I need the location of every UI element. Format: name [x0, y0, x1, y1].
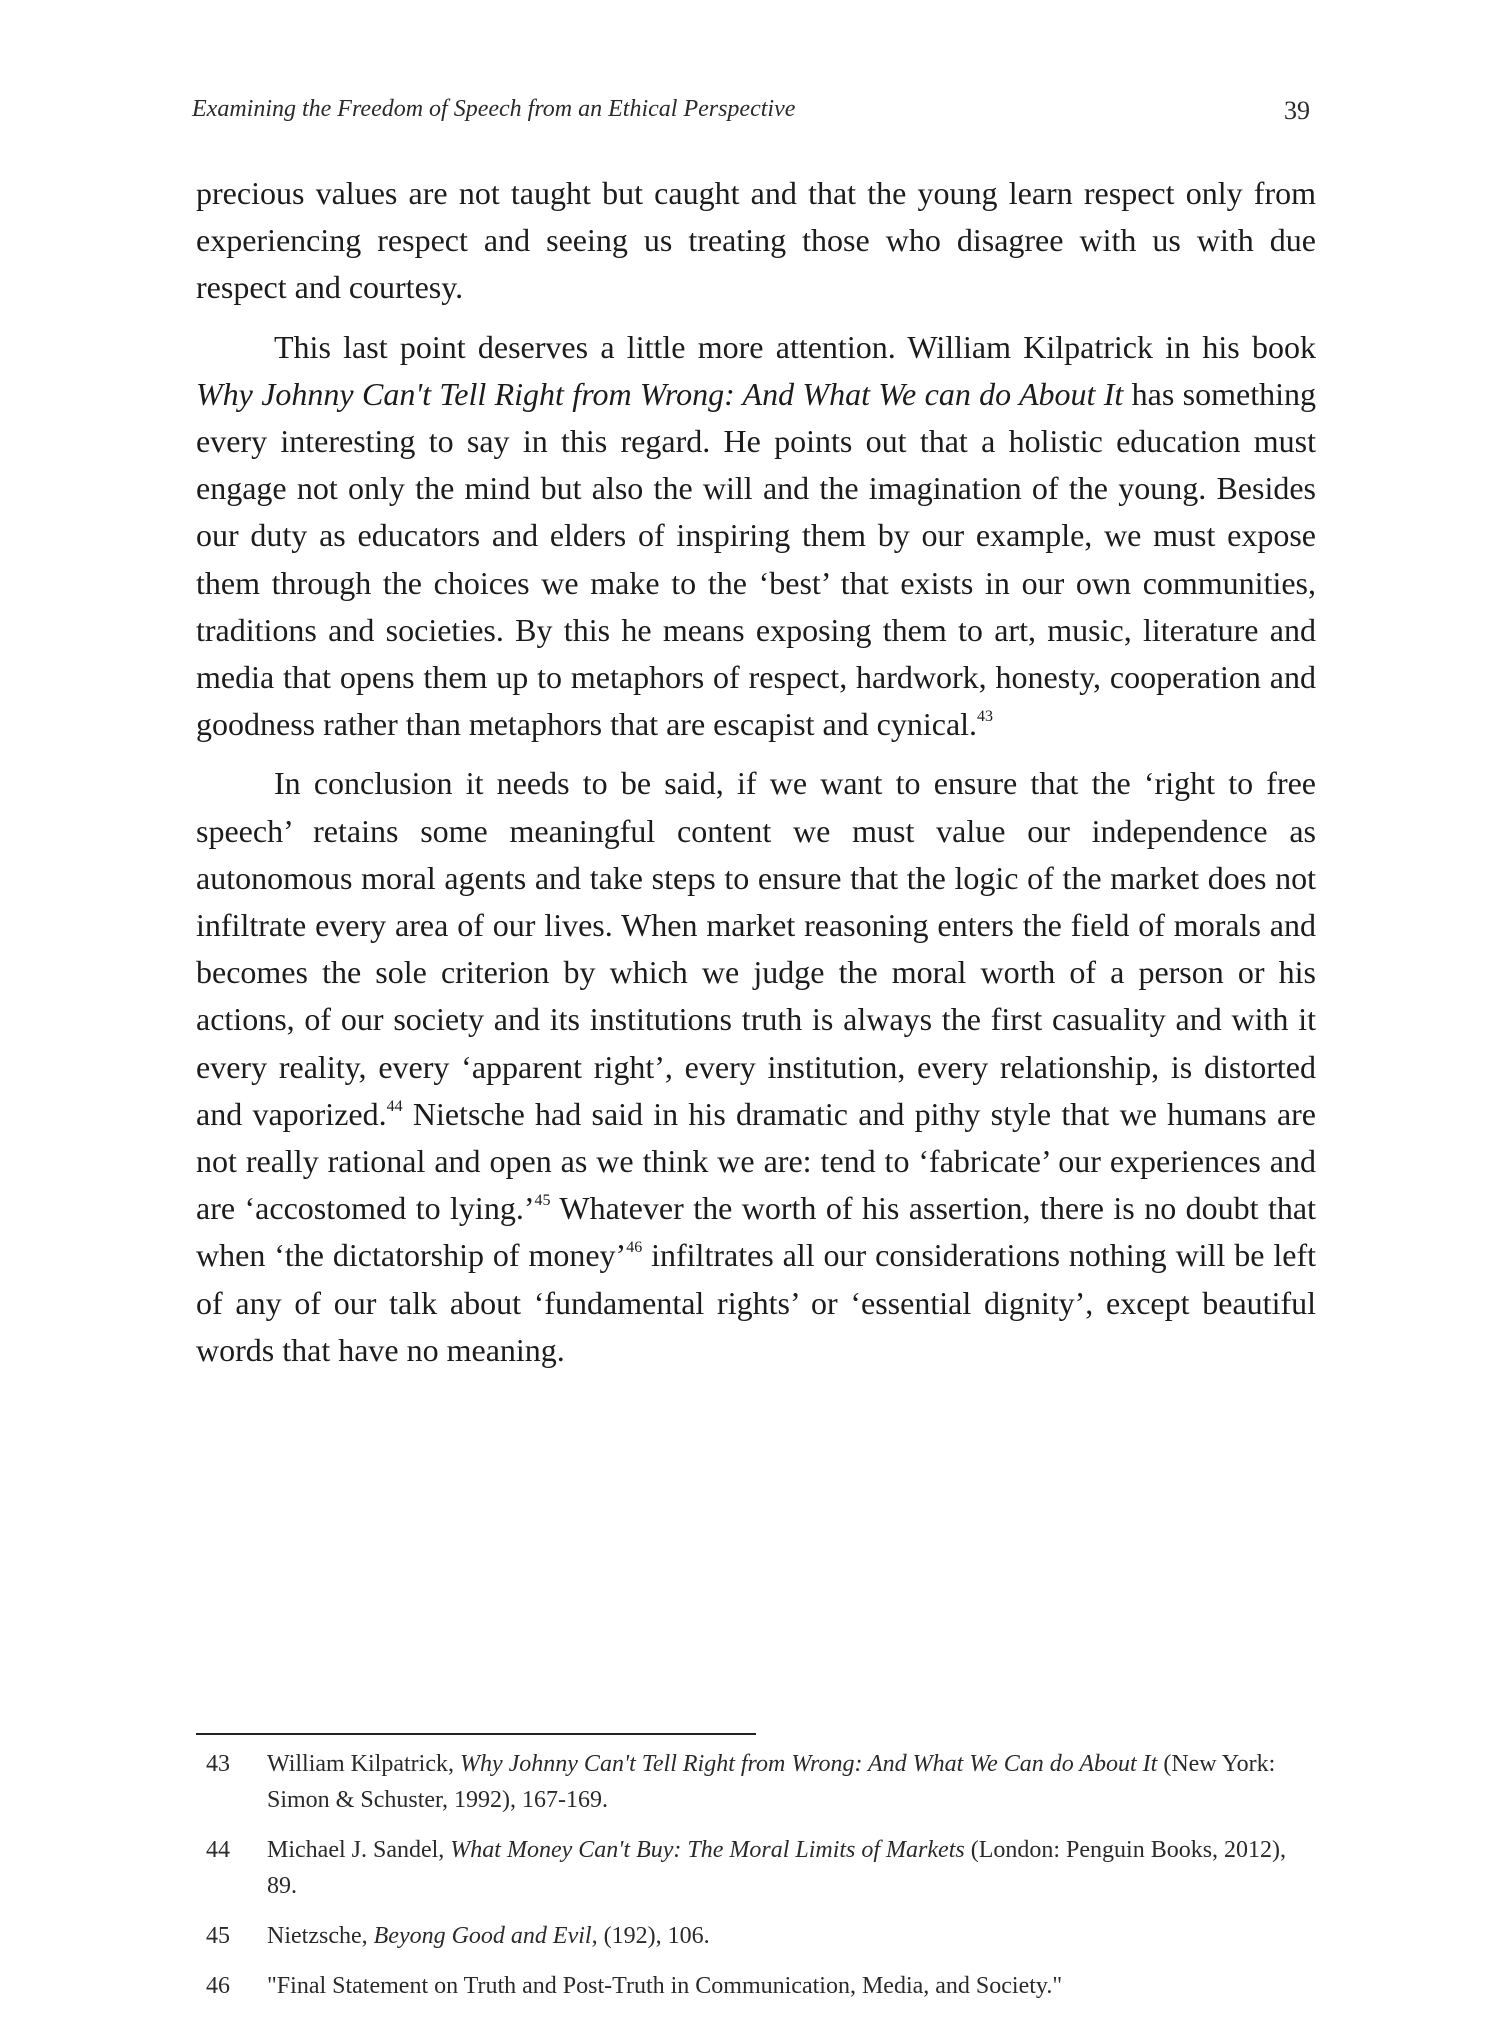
paragraph-3-text-a: In conclusion it needs to be said, if we want to ensure that the ‘right to free speech’ retains some meaningful content we must value our independence as autonomous moral agents and take steps to ensure that the logic of the market does not infiltrate every area of our lives. When market reasoning enters the field of morals and becomes the sole criterion by which we judge the moral worth of a person or his actions, of our society and its institutions truth is always the first casuality and with it every reality, every ‘apparent right’, every institution, every relationship, is distorted and vaporized. — [196, 765, 1316, 1132]
book-title-italic: Why Johnny Can't Tell Right from Wrong: And What We can do About It — [196, 375, 1124, 412]
paragraph-3 — [196, 760, 1316, 1374]
footnote-number: 45 — [206, 1923, 230, 1949]
footnote-45 — [196, 1918, 1316, 1954]
footnote-title: Why Johnny Can't Tell Right from Wrong: And What We Can do About It — [459, 1751, 1158, 1777]
paragraph-3-text-c: Whatever the worth of his assertion, there is no doubt that when ‘the dictatorship of money’ — [196, 1190, 1317, 1274]
footnote-ref-46: 46 — [626, 1239, 643, 1257]
footnote-44 — [196, 1832, 1316, 1904]
footnote-divider — [196, 1733, 756, 1735]
footnote-text: William Kilpatrick, — [267, 1751, 460, 1777]
footnote-number: 43 — [206, 1751, 230, 1777]
footnote-text: Michael J. Sandel, — [267, 1837, 451, 1863]
footnote-ref-45: 45 — [534, 1192, 551, 1210]
footnotes — [196, 1746, 1316, 2018]
running-head-title: Examining the Freedom of Speech from an Ethical Perspective — [192, 96, 796, 122]
running-head — [192, 96, 1310, 130]
paragraph-2-text-a: This last point deserves a little more attention. William Kilpatrick in his book — [274, 328, 1316, 365]
paragraph-2 — [196, 324, 1316, 749]
paragraph-1 — [196, 170, 1316, 312]
paragraph-3-text-d: infiltrates all our considerations nothing will be left of any of our talk about ‘fundamental rights’ or ‘essential dignity’, except beautiful words that have no meaning. — [196, 1237, 1317, 1368]
footnote-46 — [196, 1968, 1316, 2004]
paragraph-2-text-b: has something every interesting to say in this regard. He points out that a holistic education must engage not only the mind but also the will and the imagination of the young. Besides our duty as educators and elders of inspiring them by our example, we must expose them through the choices we make to the ‘best’ that exists in our own communities, traditions and societies. By this he means exposing them to art, music, literature and media that opens them up to metaphors of respect, hardwork, honesty, cooperation and goodness rather than metaphors that are escapist and cynical. — [196, 375, 1317, 743]
footnote-number: 44 — [206, 1837, 230, 1863]
footnote-text: Nietzsche, — [267, 1923, 374, 1949]
paragraph-3-text-b: Nietsche had said in his dramatic and pithy style that we humans are not really rational and open as we think we are: tend to ‘fabricate’ our experiences and are ‘accostomed to lying.’ — [196, 1095, 1317, 1227]
footnote-number: 46 — [206, 1973, 230, 1999]
footnote-ref-44: 44 — [386, 1097, 403, 1115]
footnote-text: "Final Statement on Truth and Post-Truth in Communication, Media, and Society." — [267, 1973, 1063, 1999]
footnote-ref-43: 43 — [977, 708, 994, 726]
footnote-text: (London: Penguin Books, 2012), 89. — [267, 1837, 1287, 1899]
body-text — [196, 170, 1316, 1386]
footnote-title: Beyong Good and Evil, — [373, 1923, 598, 1949]
footnote-43 — [196, 1746, 1316, 1818]
footnote-text: (New York: Simon & Schuster, 1992), 167-169. — [267, 1751, 1276, 1813]
footnote-title: What Money Can't Buy: The Moral Limits of Markets — [450, 1837, 965, 1863]
page-number: 39 — [1284, 96, 1310, 125]
footnote-text: (192), 106. — [597, 1923, 710, 1949]
paragraph-1-text: precious values are not taught but caught and that the young learn respect only from experiencing respect and seeing us treating those who disagree with us with due respect and courtesy. — [196, 175, 1316, 306]
